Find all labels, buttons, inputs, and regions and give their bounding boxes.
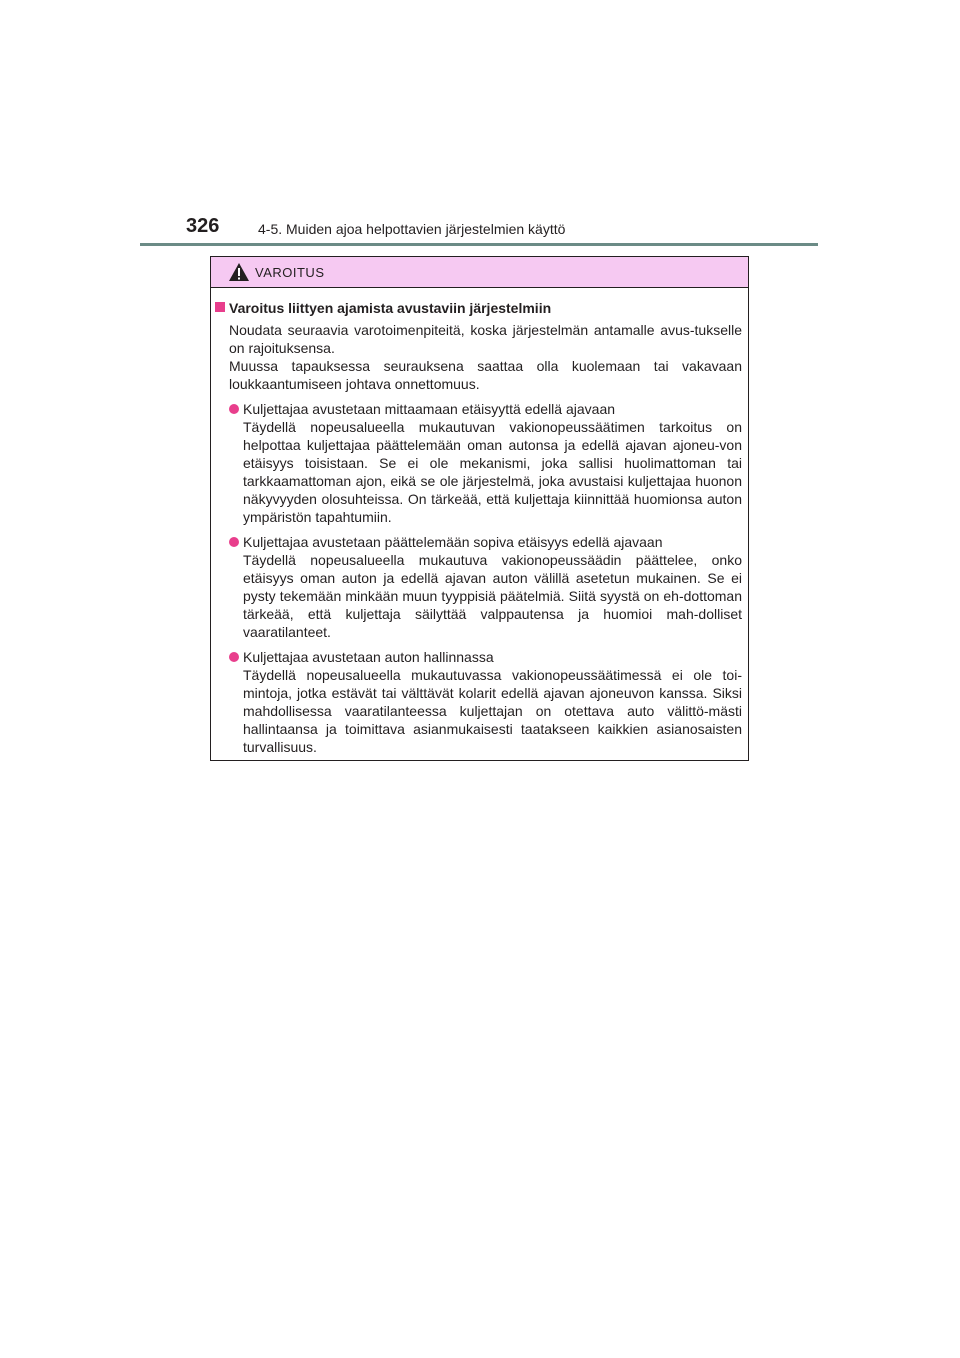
square-bullet-icon: [215, 302, 225, 312]
warning-label: VAROITUS: [255, 265, 325, 280]
list-item-text: Täydellä nopeusalueella mukautuvassa vakionopeussäätimessä ei ole toi-mintoja, jotka estävät tai välttävät kolarit edellä ajavan ajoneuvon kanssa. Siksi mahdollisessa vaaratilanteessa kuljettajan on otettava auto välittö-mästi hallintaansa ja toimittava asianmukaisesti taatakseen kaikkien asianosaisten turvallisuus.: [243, 667, 742, 755]
warning-heading-text: Varoitus liittyen ajamista avustaviin järjestelmiin: [229, 300, 552, 316]
header-divider: [140, 243, 818, 246]
circle-bullet-icon: [229, 537, 239, 547]
list-item-text: Täydellä nopeusalueella mukautuva vakionopeussäädin päättelee, onko etäisyys oman auton ja edellä ajavan auton välillä asetetun mukainen. Se ei pysty tekemään minkään muun tyyppisiä päätelmiä. Siitä syystä on eh-dottoman tärkeää, että kuljettaja säilyttää valppautensa ja huomioi mah-dolliset vaaratilanteet.: [243, 552, 742, 640]
warning-heading: [215, 299, 742, 317]
circle-bullet-icon: [229, 404, 239, 414]
section-title: 4-5. Muiden ajoa helpottavien järjestelmien käyttö: [258, 221, 566, 237]
warning-triangle-icon: [228, 262, 250, 282]
intro-paragraph-1: Noudata seuraavia varotoimenpiteitä, koska järjestelmän antamalle avus-tukselle on rajoituksensa.: [229, 322, 742, 356]
list-item-title: Kuljettajaa avustetaan päättelemään sopiva etäisyys edellä ajavaan: [243, 534, 663, 550]
list-item-text: Täydellä nopeusalueella mukautuvan vakionopeussäätimen tarkoitus on helpottaa kuljettajaa päättelemään oman autonsa ja edellä ajavan ajoneu-von etäisyys toisistaan. Se ei ole mekanismi, joka sallisi huolimattoman tai tarkkaamattoman ajon, eikä se ole järjestelmä, joka avustaisi kuljettajaa huonon näkyvyyden olosuhteissa. On tärkeää, että kuljettaja kiinnittää huomionsa auton ympäristön tapahtumiin.: [243, 419, 742, 525]
page-number: 326: [186, 215, 220, 237]
list-item: [229, 648, 742, 756]
intro-paragraph-2: Muussa tapauksessa seurauksena saattaa olla kuolemaan tai vakavaan loukkaantumiseen johtava onnettomuus.: [229, 358, 742, 392]
warning-header: [211, 257, 748, 288]
warning-box: [210, 256, 749, 761]
circle-bullet-icon: [229, 652, 239, 662]
list-item: [229, 533, 742, 641]
list-item-title: Kuljettajaa avustetaan auton hallinnassa: [243, 649, 494, 665]
list-item-title: Kuljettajaa avustetaan mittaamaan etäisyyttä edellä ajavaan: [243, 401, 616, 417]
list-item: [229, 400, 742, 526]
warning-body: [211, 288, 748, 756]
